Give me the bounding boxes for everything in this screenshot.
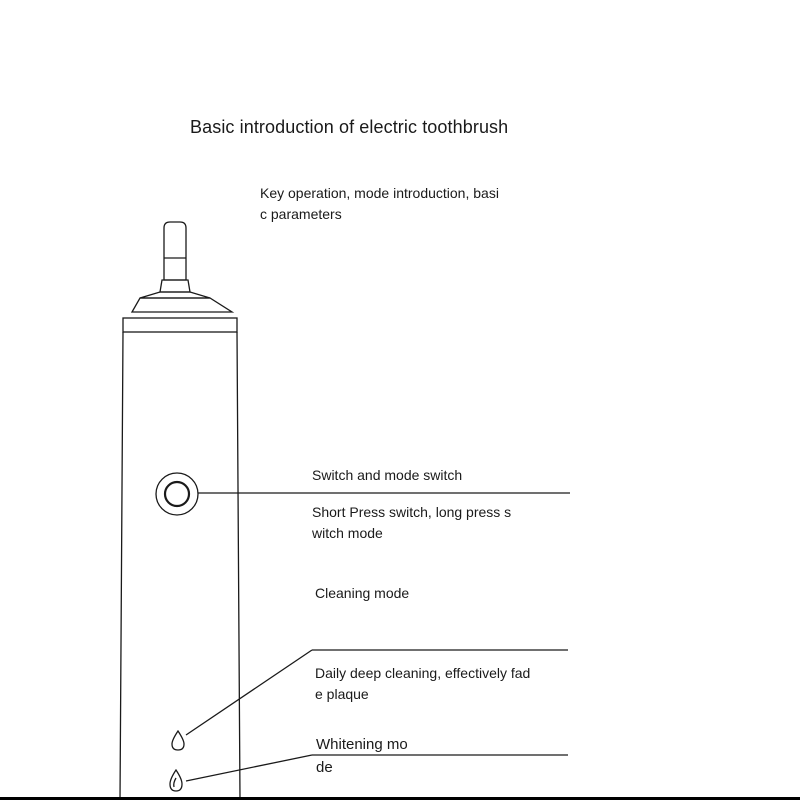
power-button-inner <box>165 482 189 506</box>
cleaning-drop-icon <box>172 731 184 750</box>
cleaning-callout-line <box>186 650 312 735</box>
page-subtitle: Key operation, mode introduction, basi c parameters <box>260 185 499 222</box>
whitening-heading: Whitening mo de <box>316 736 408 776</box>
switch-heading: Switch and mode switch <box>312 467 463 483</box>
switch-description: Short Press switch, long press s witch mode <box>312 504 512 541</box>
brush-collar <box>123 318 237 332</box>
brush-neck <box>140 292 210 298</box>
brush-head <box>164 222 186 280</box>
whitening-drop-icon <box>170 770 182 791</box>
whitening-callout-line <box>186 755 312 781</box>
page-title: Basic introduction of electric toothbrush <box>190 117 509 137</box>
power-button-outer <box>156 473 198 515</box>
cleaning-description: Daily deep cleaning, effectively fad e plaque <box>315 665 531 702</box>
cleaning-heading: Cleaning mode <box>315 585 410 601</box>
brush-body <box>120 332 240 800</box>
